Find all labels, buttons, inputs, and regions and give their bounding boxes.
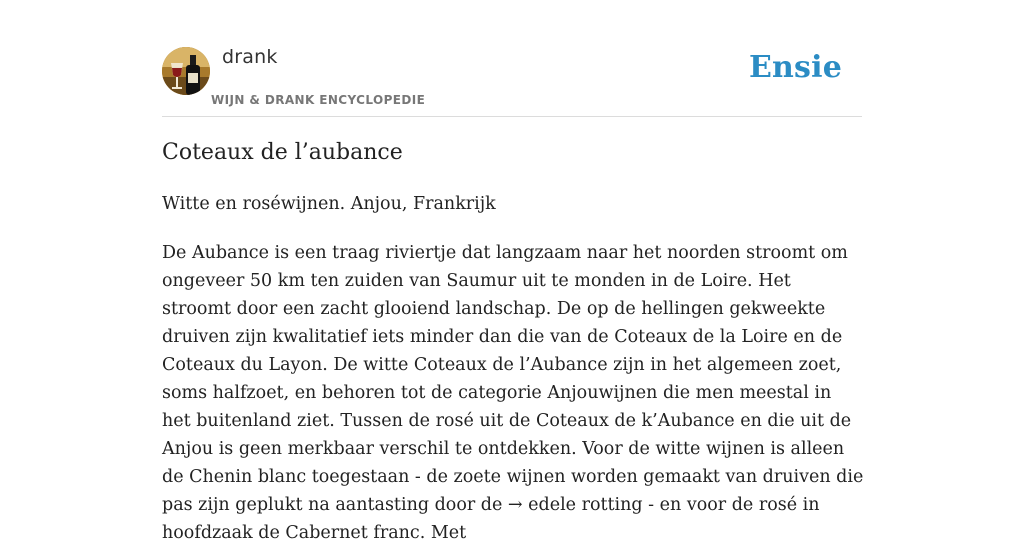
header [162, 0, 862, 117]
page [162, 0, 864, 543]
article-body: De Aubance is een traag riviertje dat langzaam naar het noorden stroomt om ongeveer 50 km ten zuiden van Saumur uit te monden in de Loire. Het stroomt door een zacht glooiend landschap. De op de hellingen gekweekte druiven zijn kwalitatief iets minder dan die van de Coteaux de la Loire en de Coteaux du Layon. De witte Coteaux de l’Aubance zijn in het algemeen zoet, soms halfzoet, en behoren tot de categorie Anjouwijnen die men meestal in het buitenland ziet. Tussen de rosé uit de Coteaux de k’Aubance en die uit de Anjou is geen merkbaar verschil te ontdekken. Voor de witte wijnen is alleen de Chenin blanc toegestaan - de zoete wijnen worden gemaakt van druiven die pas zijn geplukt na aantasting door de → edele rotting - en voor de rosé in hoofdzaak de Cabernet franc. Met [162, 243, 864, 543]
site-name[interactable]: drank [222, 46, 278, 68]
brand-logo[interactable]: Ensie [748, 50, 842, 85]
site-subtitle: WIJN & DRANK ENCYCLOPEDIE [211, 93, 426, 107]
wine-bottle-glass-icon[interactable] [162, 47, 210, 95]
article-subtitle: Witte en roséwijnen. Anjou, Frankrijk [162, 194, 496, 214]
page-title: Coteaux de l’aubance [162, 140, 403, 165]
